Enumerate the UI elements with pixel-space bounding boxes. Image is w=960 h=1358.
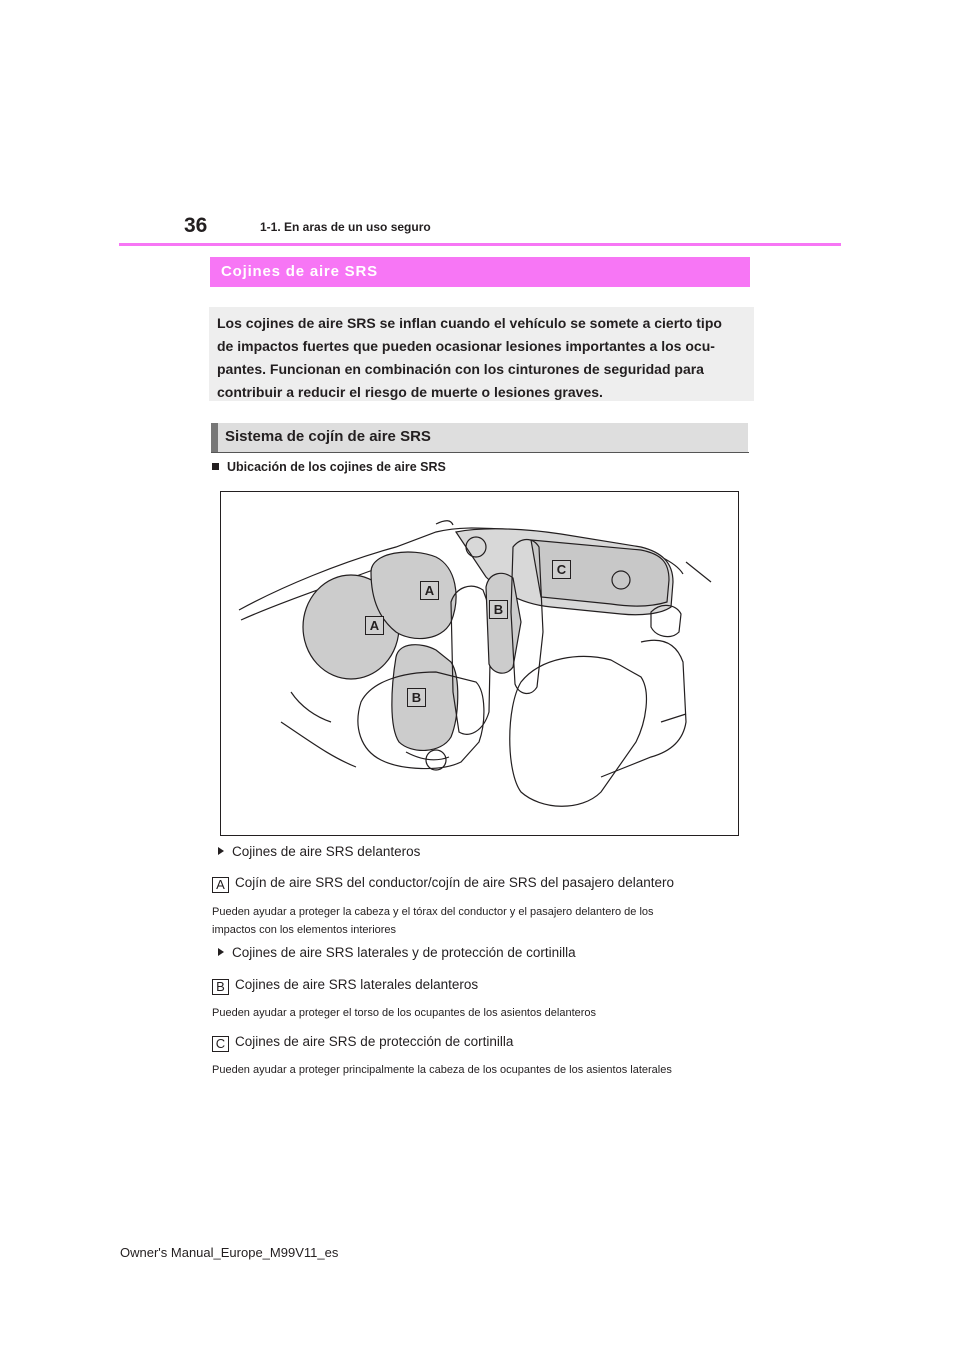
footer-text: Owner's Manual_Europe_M99V11_es — [120, 1245, 339, 1260]
item-label: Cojín de aire SRS del conductor/cojín de aire SRS del pasajero delantero — [235, 875, 675, 890]
car-interior-drawing — [221, 492, 738, 835]
triangle-bullet-icon — [218, 847, 224, 855]
group-title-text: Cojines de aire SRS laterales y de protección de cortinilla — [232, 945, 576, 960]
item-label: Cojines de aire SRS de protección de cortinilla — [235, 1034, 514, 1049]
description-line: Pueden ayudar a proteger principalmente la cabeza de los ocupantes de los asientos laterales — [212, 1064, 672, 1076]
main-title: Cojines de aire SRS — [221, 263, 378, 280]
intro-line: contribuir a reducir el riesgo de muerte o lesiones graves. — [217, 384, 603, 400]
item-b — [212, 977, 478, 995]
section-label: 1-1. En aras de un uso seguro — [260, 220, 431, 234]
intro-text — [217, 312, 747, 404]
group-title-text: Cojines de aire SRS delanteros — [232, 844, 421, 859]
header-rule — [119, 243, 841, 246]
intro-box — [209, 307, 754, 401]
description-line: impactos con los elementos interiores — [212, 924, 397, 936]
letter-badge-c: C — [212, 1036, 229, 1052]
airbag-illustration — [220, 491, 739, 836]
description-line: Pueden ayudar a proteger la cabeza y el tórax del conductor y el pasajero delantero de los — [212, 906, 654, 918]
item-b-description — [212, 1004, 752, 1022]
callout-b-center: B — [489, 600, 508, 619]
intro-line: pantes. Funcionan en combinación con los cinturones de seguridad para — [217, 361, 704, 377]
description-line: Pueden ayudar a proteger el torso de los ocupantes de los asientos delanteros — [212, 1007, 597, 1019]
letter-badge-a: A — [212, 877, 229, 893]
triangle-bullet-icon — [218, 948, 224, 956]
group-title-side-curtain-airbags — [218, 945, 576, 960]
intro-line: Los cojines de aire SRS se inflan cuando el vehículo se somete a cierto tipo — [217, 315, 722, 331]
callout-a-lower: A — [365, 616, 384, 635]
callout-a-upper: A — [420, 581, 439, 600]
item-a — [212, 875, 674, 893]
intro-line: de impactos fuertes que pueden ocasionar lesiones importantes a los ocu- — [217, 338, 715, 354]
item-c-description — [212, 1061, 752, 1079]
item-label: Cojines de aire SRS laterales delanteros — [235, 977, 479, 992]
location-heading — [212, 460, 446, 474]
item-c — [212, 1034, 513, 1052]
location-heading-text: Ubicación de los cojines de aire SRS — [227, 460, 446, 474]
main-title-bar — [210, 257, 750, 287]
subsection-title: Sistema de cojín de aire SRS — [225, 428, 431, 445]
group-title-front-airbags — [218, 844, 420, 859]
subsection-rule — [211, 452, 749, 453]
callout-c: C — [552, 560, 571, 579]
letter-badge-b: B — [212, 979, 229, 995]
subsection-title-bar — [211, 423, 748, 452]
item-a-description — [212, 903, 752, 939]
page-number: 36 — [184, 214, 208, 237]
square-bullet-icon — [212, 463, 219, 470]
callout-b-lower: B — [407, 688, 426, 707]
